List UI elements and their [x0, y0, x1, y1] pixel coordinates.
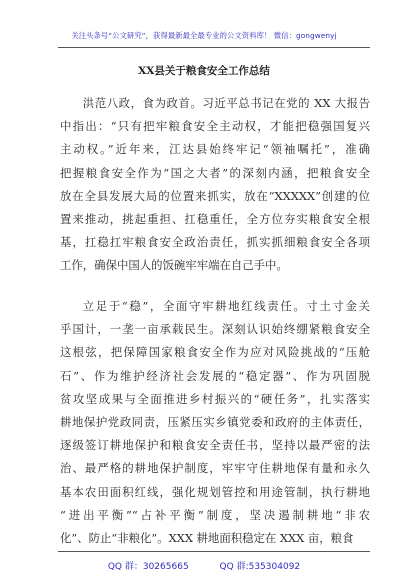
footer-contacts	[0, 559, 408, 572]
footer-divider	[58, 551, 370, 552]
text-line: 基，扛稳扛牢粮食安全政治责任，抓实抓细粮食安全各项	[60, 235, 370, 250]
footer-qq-group-2: QQ 群:535304092	[219, 562, 301, 572]
text-line: 主动权。”近年来，江达县始终牢记“领袖嘱托”，准确	[60, 142, 370, 157]
text-line: 置来推动，挑起重担、扛稳重任，全方位夯实粮食安全根	[60, 211, 370, 226]
text-line: 把握粮食安全作为“国之大者”的深刻内涵，把粮食安全	[60, 165, 370, 180]
text-line: 耕地保护党政同责，压紧压实乡镇党委和政府的主体责任，	[60, 414, 370, 429]
text-line: 治、最严格的耕地保护制度，牢牢守住耕地保有量和永久	[60, 461, 370, 476]
header-divider	[58, 47, 370, 48]
text-line: 基本农田面积红线，强化规划管控和用途管制，执行耕地	[60, 484, 370, 499]
header-promo-text: 关注头条号“公文研究”，获得最新最全最专业的公文资料库！ 微信：gongwenyj	[71, 31, 337, 40]
text-line: 石”、作为维护经济社会发展的“稳定器”、作为巩固脱	[60, 368, 370, 383]
text-line: 立足于“稳”，全面守牢耕地红线责任。寸土寸金关	[82, 299, 370, 313]
document-title: XX县关于粮食安全工作总结	[138, 65, 270, 77]
text-line: 放在全县发展大局的位置来抓实，放在“XXXXX”创建的位	[60, 188, 370, 203]
text-line: 中指出：“只有把牢粮食安全主动权，才能把稳强国复兴	[60, 119, 370, 134]
text-line: “进出平衡”“占补平衡”制度，坚决遏制耕地“非农	[60, 507, 370, 522]
text-line: 乎国计，一垄一亩承载民生。深刻认识始终绷紧粮食安全	[60, 322, 370, 337]
text-line: 逐级签订耕地保护和粮食安全责任书，坚持以最严密的法	[60, 438, 370, 453]
footer-qq-group-1: QQ 群：30265665	[107, 562, 189, 572]
text-line: 贫攻坚成果与全面推进乡村振兴的“硬任务”，扎实落实	[60, 391, 370, 406]
paragraph-1	[60, 92, 370, 278]
text-line: 化”、防止“非粮化”。XXX 耕地面积稳定在 XXX 亩，粮食	[60, 530, 354, 545]
paragraph-2	[60, 295, 370, 550]
text-line: 这根弦，把保障国家粮食安全作为应对风险挑战的“压舱	[60, 345, 370, 360]
text-line: 工作，确保中国人的饭碗牢牢端在自己手中。	[60, 258, 288, 273]
text-line: 洪范八政，食为政首。习近平总书记在党的 XX 大报告	[82, 96, 370, 110]
